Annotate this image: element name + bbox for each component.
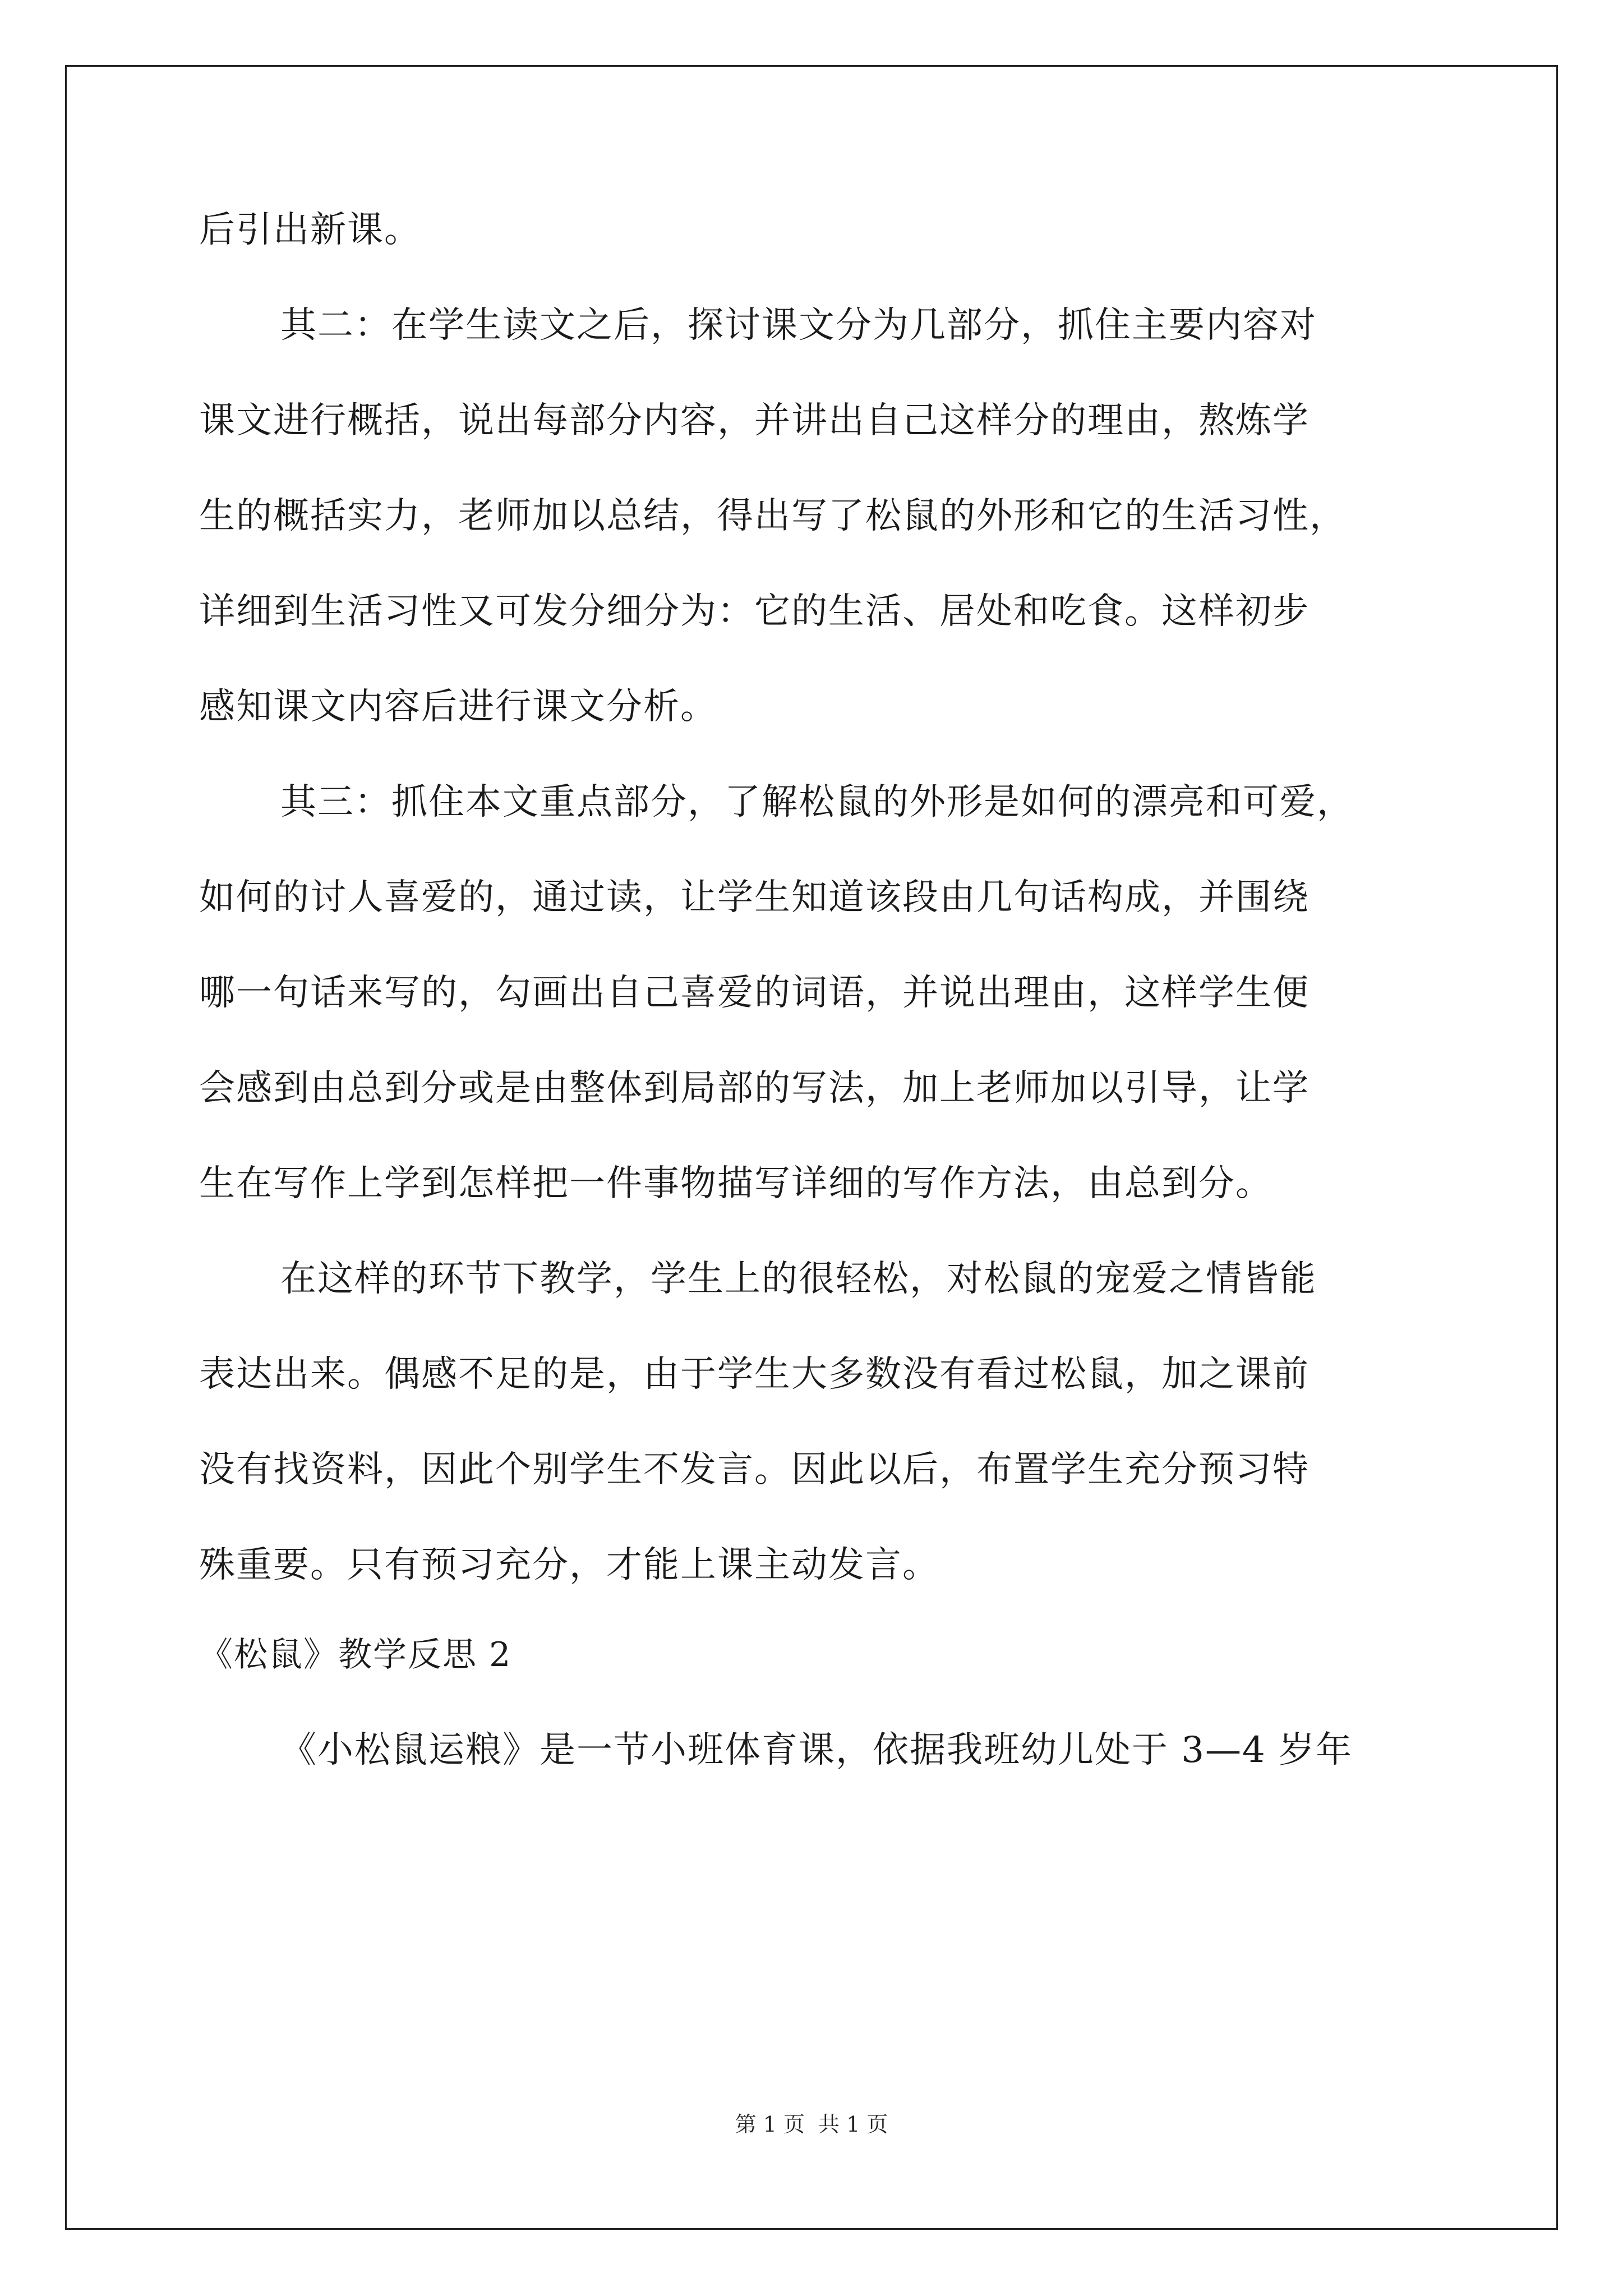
paragraph-line: 生的概括实力，老师加以总结，得出写了松鼠的外形和它的生活习性， (199, 495, 1347, 537)
section-heading: 《松鼠》教学反思 2 (199, 1635, 512, 1674)
paragraph-line: 在这样的环节下教学，学生上的很轻松，对松鼠的宠爱之情皆能 (280, 1258, 1317, 1300)
paragraph-line: 后引出新课。 (199, 209, 421, 251)
paragraph-line: 表达出来。偶感不足的是，由于学生大多数没有看过松鼠，加之课前 (199, 1354, 1310, 1395)
paragraph-line: 课文进行概括，说出每部分内容，并讲出自己这样分的理由，熬炼学 (199, 400, 1310, 441)
paragraph-line: 其三：抓住本文重点部分，了解松鼠的外形是如何的漂亮和可爱， (280, 781, 1354, 823)
paragraph-line: 殊重要。只有预习充分，才能上课主动发言。 (199, 1544, 939, 1586)
paragraph-line: 哪一句话来写的，勾画出自己喜爱的词语，并说出理由，这样学生便 (199, 972, 1310, 1014)
page-number: 第 1 页 (735, 2112, 805, 2137)
paragraph-line: 其二：在学生读文之后，探讨课文分为几部分，抓住主要内容对 (280, 305, 1317, 346)
paragraph-line: 会感到由总到分或是由整体到局部的写法，加上老师加以引导，让学 (199, 1068, 1310, 1109)
paragraph-line: 没有找资料，因此个别学生不发言。因此以后，布置学生充分预习特 (199, 1449, 1310, 1490)
page-footer (0, 2110, 1623, 2138)
paragraph-line: 感知课文内容后进行课文分析。 (199, 686, 717, 728)
paragraph-line: 《小松鼠运粮》是一节小班体育课，依据我班幼儿处于 3—4 岁年 (280, 1729, 1353, 1771)
page-border (65, 65, 1558, 2230)
paragraph-line: 如何的讨人喜爱的，通过读，让学生知道该段由几句话构成，并围绕 (199, 877, 1310, 918)
paragraph-line: 生在写作上学到怎样把一件事物描写详细的写作方法，由总到分。 (199, 1163, 1272, 1204)
page-total: 共 1 页 (818, 2112, 888, 2137)
paragraph-line: 详细到生活习性又可发分细分为：它的生活、居处和吃食。这样初步 (199, 591, 1310, 632)
